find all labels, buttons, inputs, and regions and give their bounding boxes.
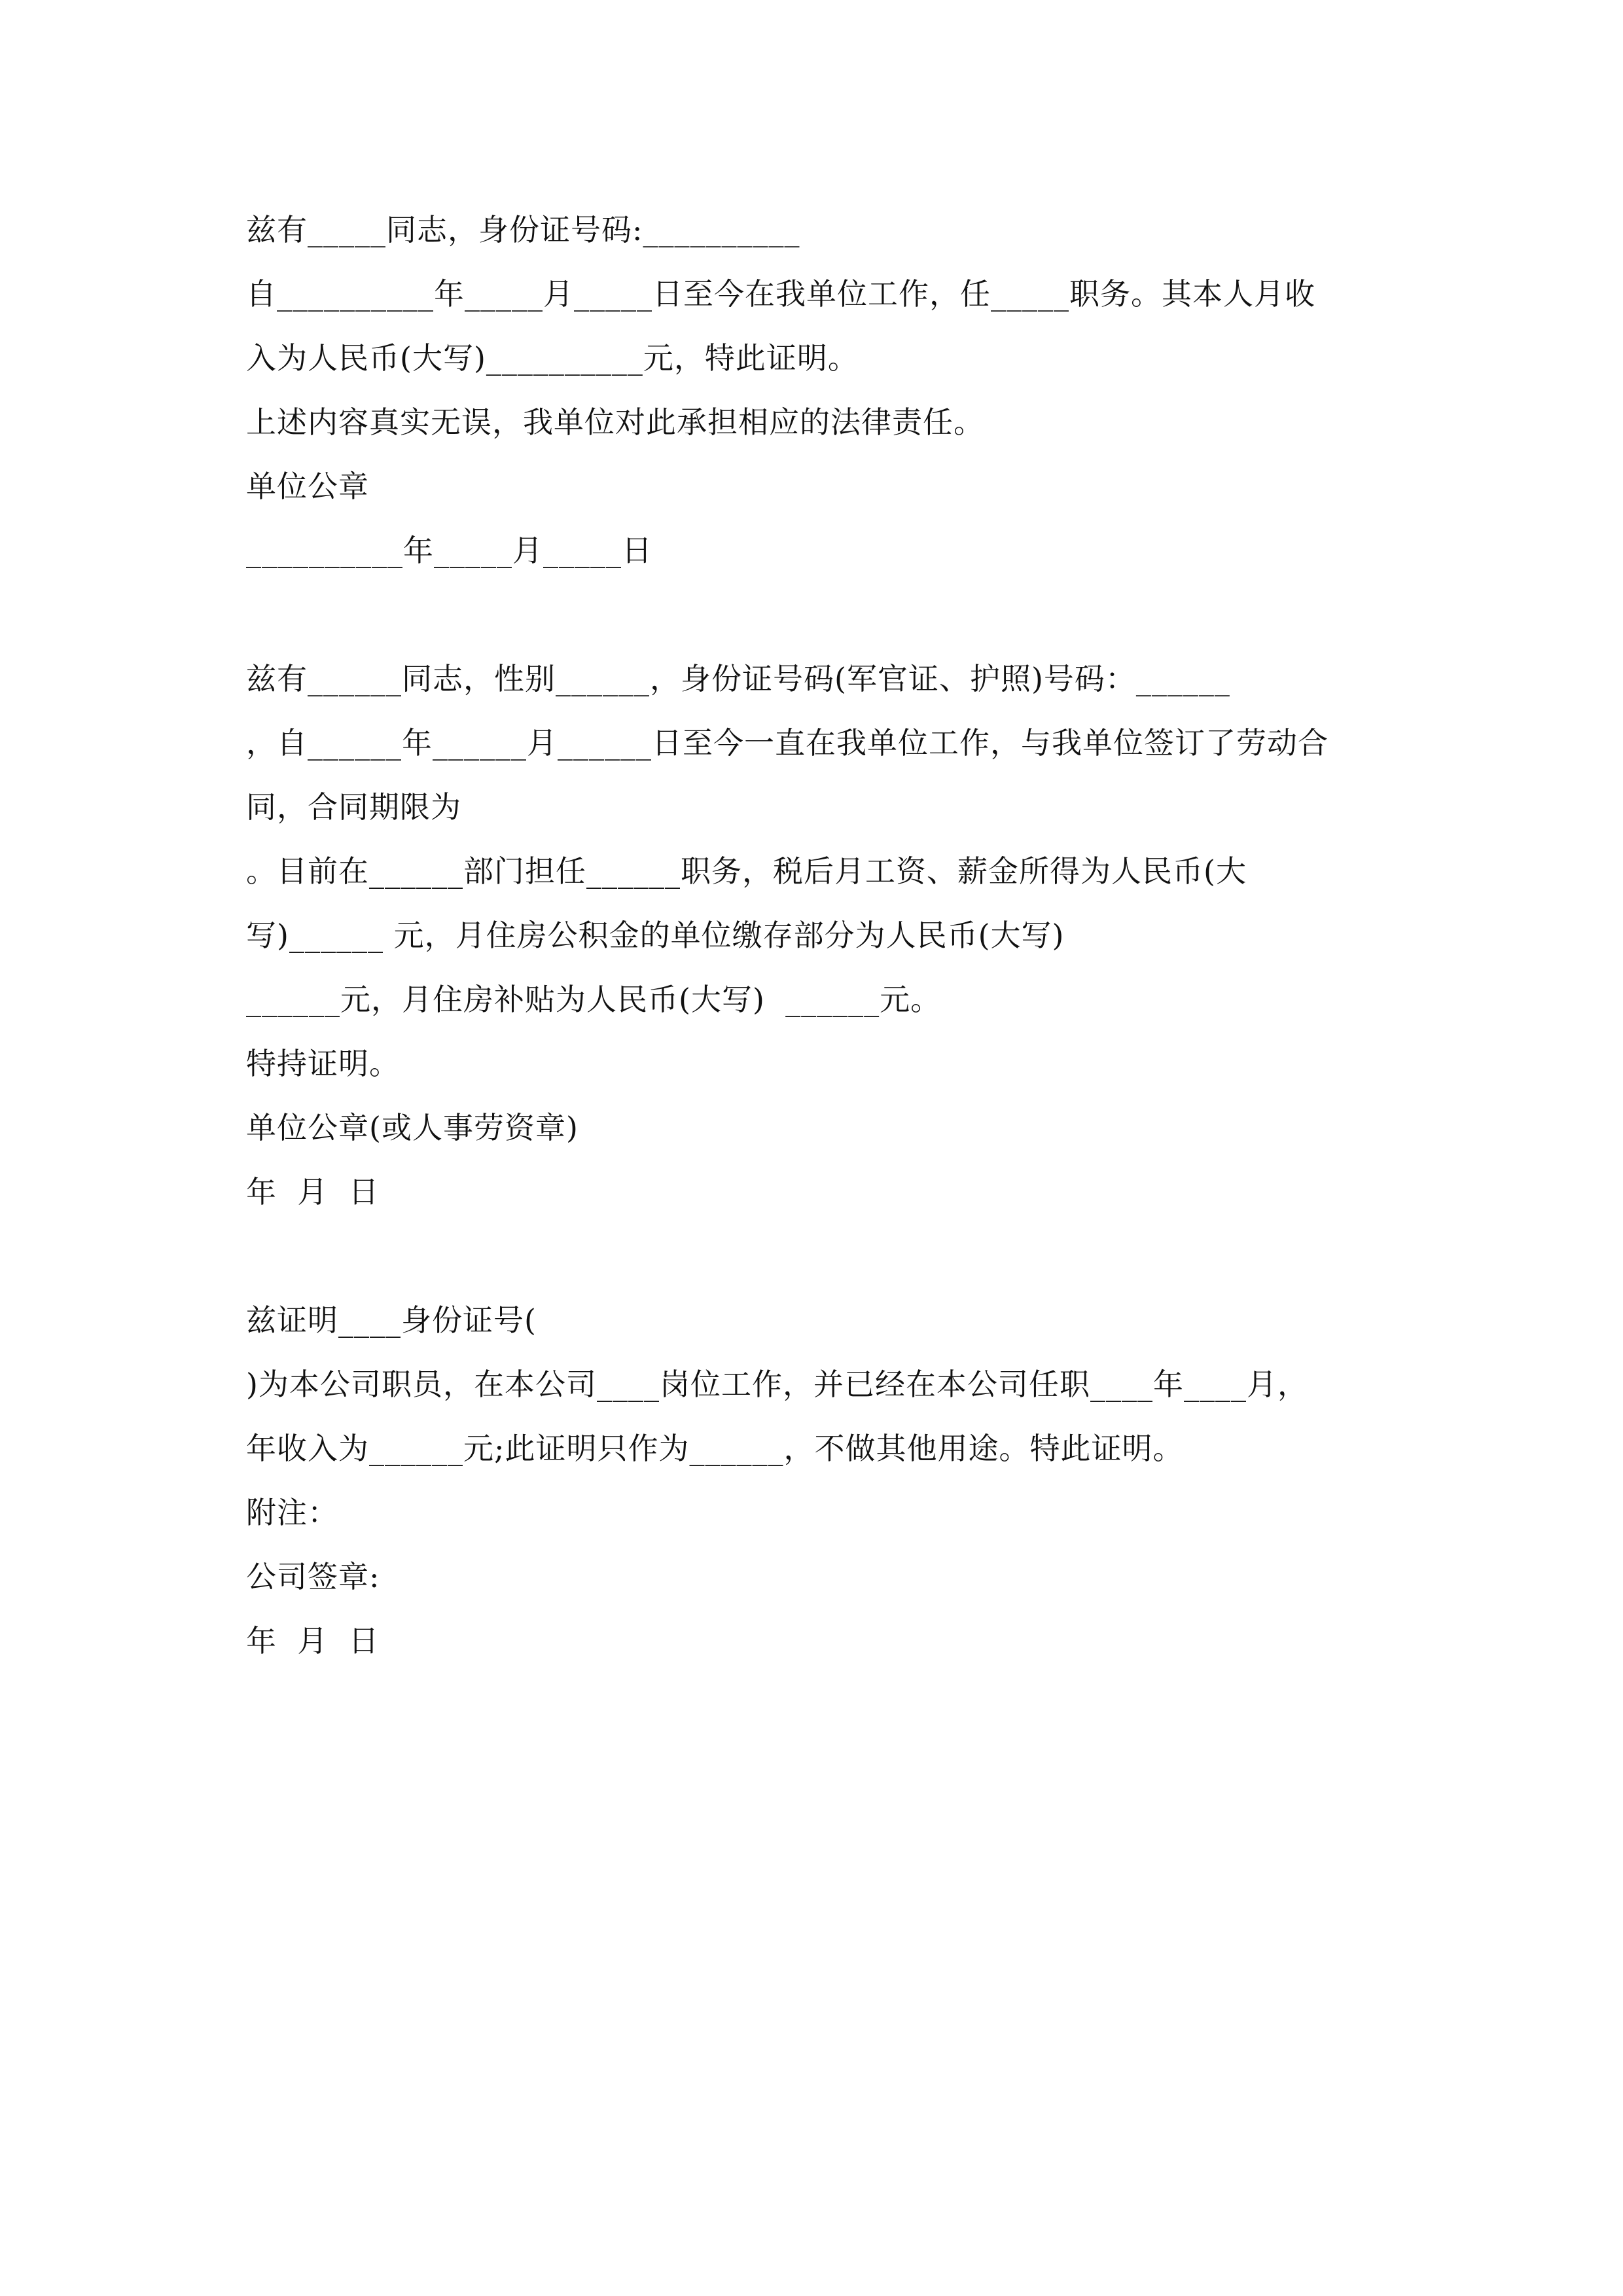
certificate-section-1	[246, 198, 1385, 583]
text-line: 年收入为______元;此证明只作为______，不做其他用途。特此证明。	[246, 1431, 1184, 1466]
text-line: 单位公章	[246, 469, 369, 504]
text-line: 。目前在______部门担任______职务，税后月工资、薪金所得为人民币(大	[246, 853, 1247, 889]
document-body	[246, 198, 1385, 1673]
text-line: 兹证明____身份证号(	[246, 1302, 537, 1338]
text-line: )为本公司职员，在本公司____岗位工作，并已经在本公司任职____年____月，	[246, 1367, 1308, 1402]
text-line: 同，合同期限为	[246, 789, 461, 825]
text-line: 上述内容真实无误，我单位对此承担相应的法律责任。	[246, 404, 984, 440]
section-divider-space	[246, 583, 1385, 647]
text-line: 附注：	[246, 1495, 338, 1530]
text-line: 兹有______同志，性别______，身份证号码(军官证、护照)号码：______	[246, 661, 1230, 696]
date-line: __________年_____月_____日	[246, 533, 652, 568]
text-line: 单位公章(或人事劳资章)	[246, 1110, 579, 1145]
text-line: ，自______年______月______日至今一直在我单位工作，与我单位签订了劳动合	[246, 725, 1329, 761]
text-line: 写)______ 元，月住房公积金的单位缴存部分为人民币(大写)	[246, 918, 1065, 953]
text-line: 兹有_____同志，身份证号码:__________	[246, 212, 800, 247]
text-line: 特持证明。	[246, 1046, 400, 1081]
text-line: 自__________年_____月_____日至今在我单位工作，任_____职务。其本人月收	[246, 276, 1315, 312]
certificate-section-3	[246, 1288, 1385, 1673]
text-line: ______元，月住房补贴为人民币(大写) ______元。	[246, 982, 942, 1017]
date-line: 年 月 日	[246, 1623, 380, 1659]
text-line: 公司签章:	[246, 1559, 380, 1594]
text-line: 入为人民币(大写)__________元，特此证明。	[246, 340, 859, 376]
certificate-section-2	[246, 647, 1385, 1224]
date-line: 年 月 日	[246, 1174, 380, 1210]
section-divider-space	[246, 1224, 1385, 1288]
